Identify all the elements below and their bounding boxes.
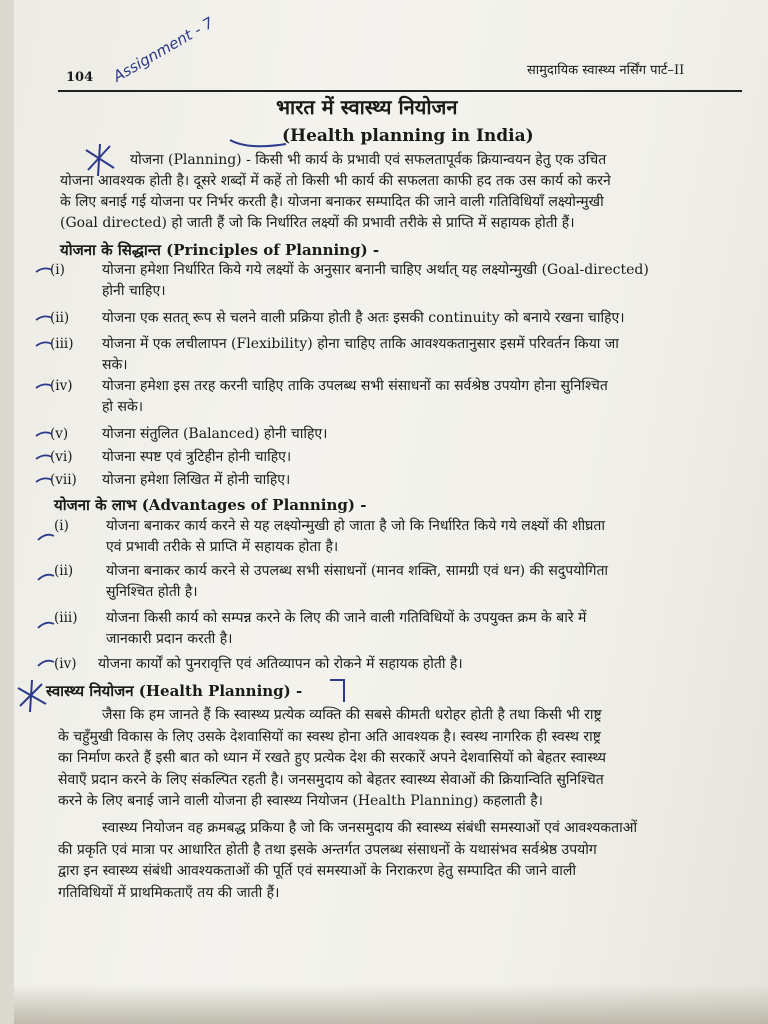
paragraph-line: का निर्माण करते हैं इसी बात को ध्यान में रखते हुए प्रत्येक देश की सरकारें अपने देशवासियों को बेहतर स्वास्थ्य xyxy=(58,750,606,766)
advantages-heading: योजना के लाभ (Advantages of Planning) - xyxy=(54,496,367,514)
item-line: योजना हमेशा लिखित में होनी चाहिए। xyxy=(102,472,291,488)
item-line: योजना हमेशा निर्धारित किये गये लक्ष्यों के अनुसार बनानी चाहिए अर्थात् यह लक्ष्योन्मुखी (Goal-directed) xyxy=(102,262,649,278)
item-number: (i) xyxy=(50,262,65,278)
item-line: एवं प्रभावी तरीके से प्राप्ति में सहायक होता है। xyxy=(106,539,339,555)
item-number: (vi) xyxy=(50,449,73,465)
item-line: जानकारी प्रदान करती है। xyxy=(106,631,233,647)
health-planning-paragraph-2 xyxy=(58,818,758,904)
textbook-page xyxy=(14,0,768,1024)
item-number: (vii) xyxy=(50,472,77,488)
pen-tick-marks xyxy=(34,520,64,670)
item-line: योजना संतुलित (Balanced) होनी चाहिए। xyxy=(102,426,328,442)
item-number: (v) xyxy=(50,426,69,442)
page-number: 104 xyxy=(66,70,94,85)
item-number: (ii) xyxy=(54,563,74,579)
item-number: (iii) xyxy=(50,336,74,352)
intro-line: के लिए बनाई गई योजना पर निर्भर करती है। योजना बनाकर सम्पादित की जाने वाली गतिविधियाँ लक्ष्योन्मुखी xyxy=(60,194,604,210)
item-line: योजना बनाकर कार्य करने से उपलब्ध सभी संसाधनों (मानव शक्ति, सामग्री एवं धन) की सदुपयोगिता xyxy=(106,563,609,579)
intro-line: योजना आवश्यक होती है। दूसरे शब्दों में कहें तो किसी भी कार्य की सफलता काफी हद तक उस कार्य को करने xyxy=(60,173,611,189)
header-rule xyxy=(58,90,742,92)
item-line: सके। xyxy=(102,357,128,373)
item-line: योजना बनाकर कार्य करने से यह लक्ष्योन्मुखी हो जाता है जो कि निर्धारित किये गये लक्ष्यों की शीघ्रता xyxy=(106,518,606,534)
item-line: योजना कार्यों को पुनरावृत्ति एवं अतिव्यापन को रोकने में सहायक होती है। xyxy=(98,656,463,672)
paragraph-line: के चहुँमुखी विकास के लिए उसके देशवासियों का स्वस्थ होना अति आवश्यक है। स्वस्थ नागरिक ही स्वस्थ राष्ट्र xyxy=(58,728,601,745)
pen-tick-marks xyxy=(34,260,64,500)
item-line: योजना में एक लचीलापन (Flexibility) होना चाहिए ताकि आवश्यकतानुसार इसमें परिवर्तन किया जा xyxy=(102,336,619,352)
chapter-title-english: (Health planning in India) xyxy=(282,126,534,146)
item-line: योजना एक सतत् रूप से चलने वाली प्रक्रिया होती है अतः इसकी continuity को बनाये रखना चाहिए। xyxy=(102,310,625,326)
paragraph-line: करने के लिए बनाई जाने वाली योजना ही स्वास्थ्य नियोजन (Health Planning) कहलाती है। xyxy=(58,793,543,809)
intro-paragraph xyxy=(60,150,760,234)
paragraph-line: द्वारा इन स्वास्थ्य संबंधी आवश्यकताओं की पूर्ति एवं समस्याओं के निराकरण हेतु सम्पादित की जाने वाली xyxy=(58,863,577,879)
handwritten-note-text: Assignment - 7 xyxy=(110,13,217,86)
running-title: सामुदायिक स्वास्थ्य नर्सिंग पार्ट–II xyxy=(527,63,685,78)
item-number: (ii) xyxy=(50,310,70,326)
chapter-title-hindi: भारत में स्वास्थ्य नियोजन xyxy=(276,95,458,119)
paragraph-line: स्वास्थ्य नियोजन वह क्रमबद्ध प्रकिया है जो कि जनसमुदाय की स्वास्थ्य संबंधी समस्याओं एवं आवश्यकताओं xyxy=(102,820,638,836)
item-number: (iv) xyxy=(50,378,73,394)
paragraph-line: गतिविधियों में प्राथमिकताएँ तय की जाती हैं। xyxy=(58,884,280,901)
intro-line: योजना (Planning) - किसी भी कार्य के प्रभावी एवं सफलतापूर्वक क्रियान्वयन हेतु एक उचित xyxy=(130,152,607,168)
item-line: हो सके। xyxy=(102,399,144,415)
health-planning-heading: स्वास्थ्य नियोजन (Health Planning) - xyxy=(46,682,303,700)
principles-heading: योजना के सिद्धान्त (Principles of Planning) - xyxy=(60,241,380,259)
item-number: (iii) xyxy=(54,610,78,626)
handwritten-assignment-note xyxy=(110,14,217,86)
item-line: सुनिश्चित होती है। xyxy=(106,584,198,600)
item-line: योजना स्पष्ट एवं त्रुटिहीन होनी चाहिए। xyxy=(102,449,292,465)
item-line: होनी चाहिए। xyxy=(102,283,166,299)
item-number: (i) xyxy=(54,518,69,534)
bracket-mark-pen xyxy=(326,676,350,706)
item-line: योजना किसी कार्य को सम्पन्न करने के लिए की जाने वाली गतिविधियों के उपयुक्त क्रम के बारे में xyxy=(106,610,587,626)
paragraph-line: सेवाएँ प्रदान करने के लिए संकल्पित रहती है। जनसमुदाय को बेहतर स्वास्थ्य सेवाओं की क्रियान्विति सुनिश्चित xyxy=(58,771,604,788)
intro-line: (Goal directed) हो जाती हैं जो कि निर्धारित लक्ष्यों की प्रभावी तरीके से प्राप्ति में सहायक होती हैं। xyxy=(60,215,575,231)
item-number: (iv) xyxy=(54,656,77,672)
paragraph-line: की प्रकृति एवं मात्रा पर आधारित होती है तथा इसके अन्तर्गत उपलब्ध संसाधनों के यथासंभव सर्वश्रेष्ठ उपयोग xyxy=(58,841,597,858)
health-planning-paragraph-1 xyxy=(58,705,758,813)
paragraph-line: जैसा कि हम जानते हैं कि स्वास्थ्य प्रत्येक व्यक्ति की सबसे कीमती धरोहर होती है तथा किसी भी राष्ट्र xyxy=(102,707,602,723)
star-mark-pen xyxy=(14,676,50,716)
item-line: योजना हमेशा इस तरह करनी चाहिए ताकि उपलब्ध सभी संसाधनों का सर्वश्रेष्ठ उपयोग होना सुनिश्चित xyxy=(102,378,608,394)
